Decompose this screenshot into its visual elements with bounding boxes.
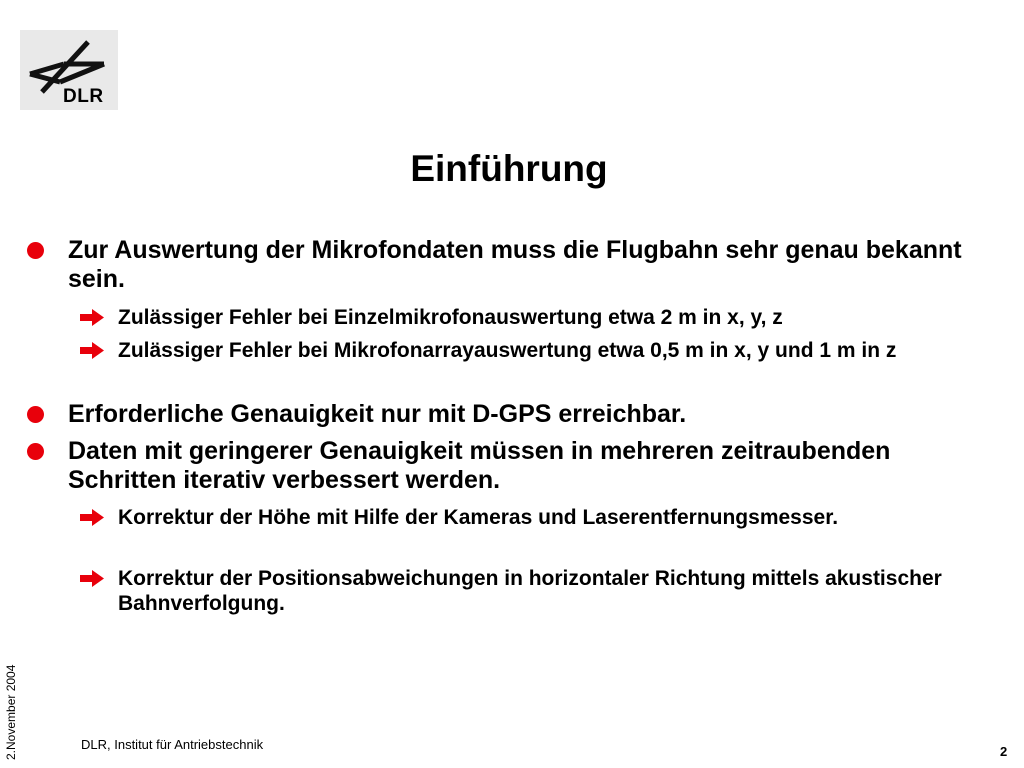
red-arrow-bullet-icon [80,309,104,326]
logo-text: DLR [63,86,104,107]
red-dot-bullet-icon [27,443,44,460]
bullet-text: Zulässiger Fehler bei Mikrofonarrayauswertung etwa 0,5 m in x, y und 1 m in z [118,339,897,362]
red-dot-bullet-icon [27,406,44,423]
bullet-item [68,400,988,429]
red-arrow-bullet-icon [80,570,104,587]
bullet-item [68,437,988,495]
presentation-date: 2.November 2004 [4,664,18,760]
bullet-text: Korrektur der Positionsabweichungen in horizontaler Richtung mittels akustischer Bahnverfolgung. [118,567,942,615]
sub-bullet-item [118,338,988,363]
bullet-text: Erforderliche Genauigkeit nur mit D-GPS erreichbar. [68,400,687,428]
bullet-item [68,236,988,294]
red-dot-bullet-icon [27,242,44,259]
sub-bullet-item [118,505,988,530]
red-arrow-bullet-icon [80,509,104,526]
dlr-logo [20,30,118,110]
slide-title: Einführung [410,148,608,189]
sub-bullet-item [118,566,988,616]
sub-bullet-item [118,305,988,330]
bullet-text: Daten mit geringerer Genauigkeit müssen in mehreren zeitraubenden Schritten iterativ verbessert werden. [68,437,891,494]
footer-institute: DLR, Institut für Antriebstechnik [81,737,264,752]
bullet-text: Zulässiger Fehler bei Einzelmikrofonauswertung etwa 2 m in x, y, z [118,306,783,329]
page-number: 2 [1000,744,1008,759]
bullet-text: Korrektur der Höhe mit Hilfe der Kameras und Laserentfernungsmesser. [118,506,839,529]
red-arrow-bullet-icon [80,342,104,359]
bullet-text: Zur Auswertung der Mikrofondaten muss die Flugbahn sehr genau bekannt sein. [68,236,962,293]
